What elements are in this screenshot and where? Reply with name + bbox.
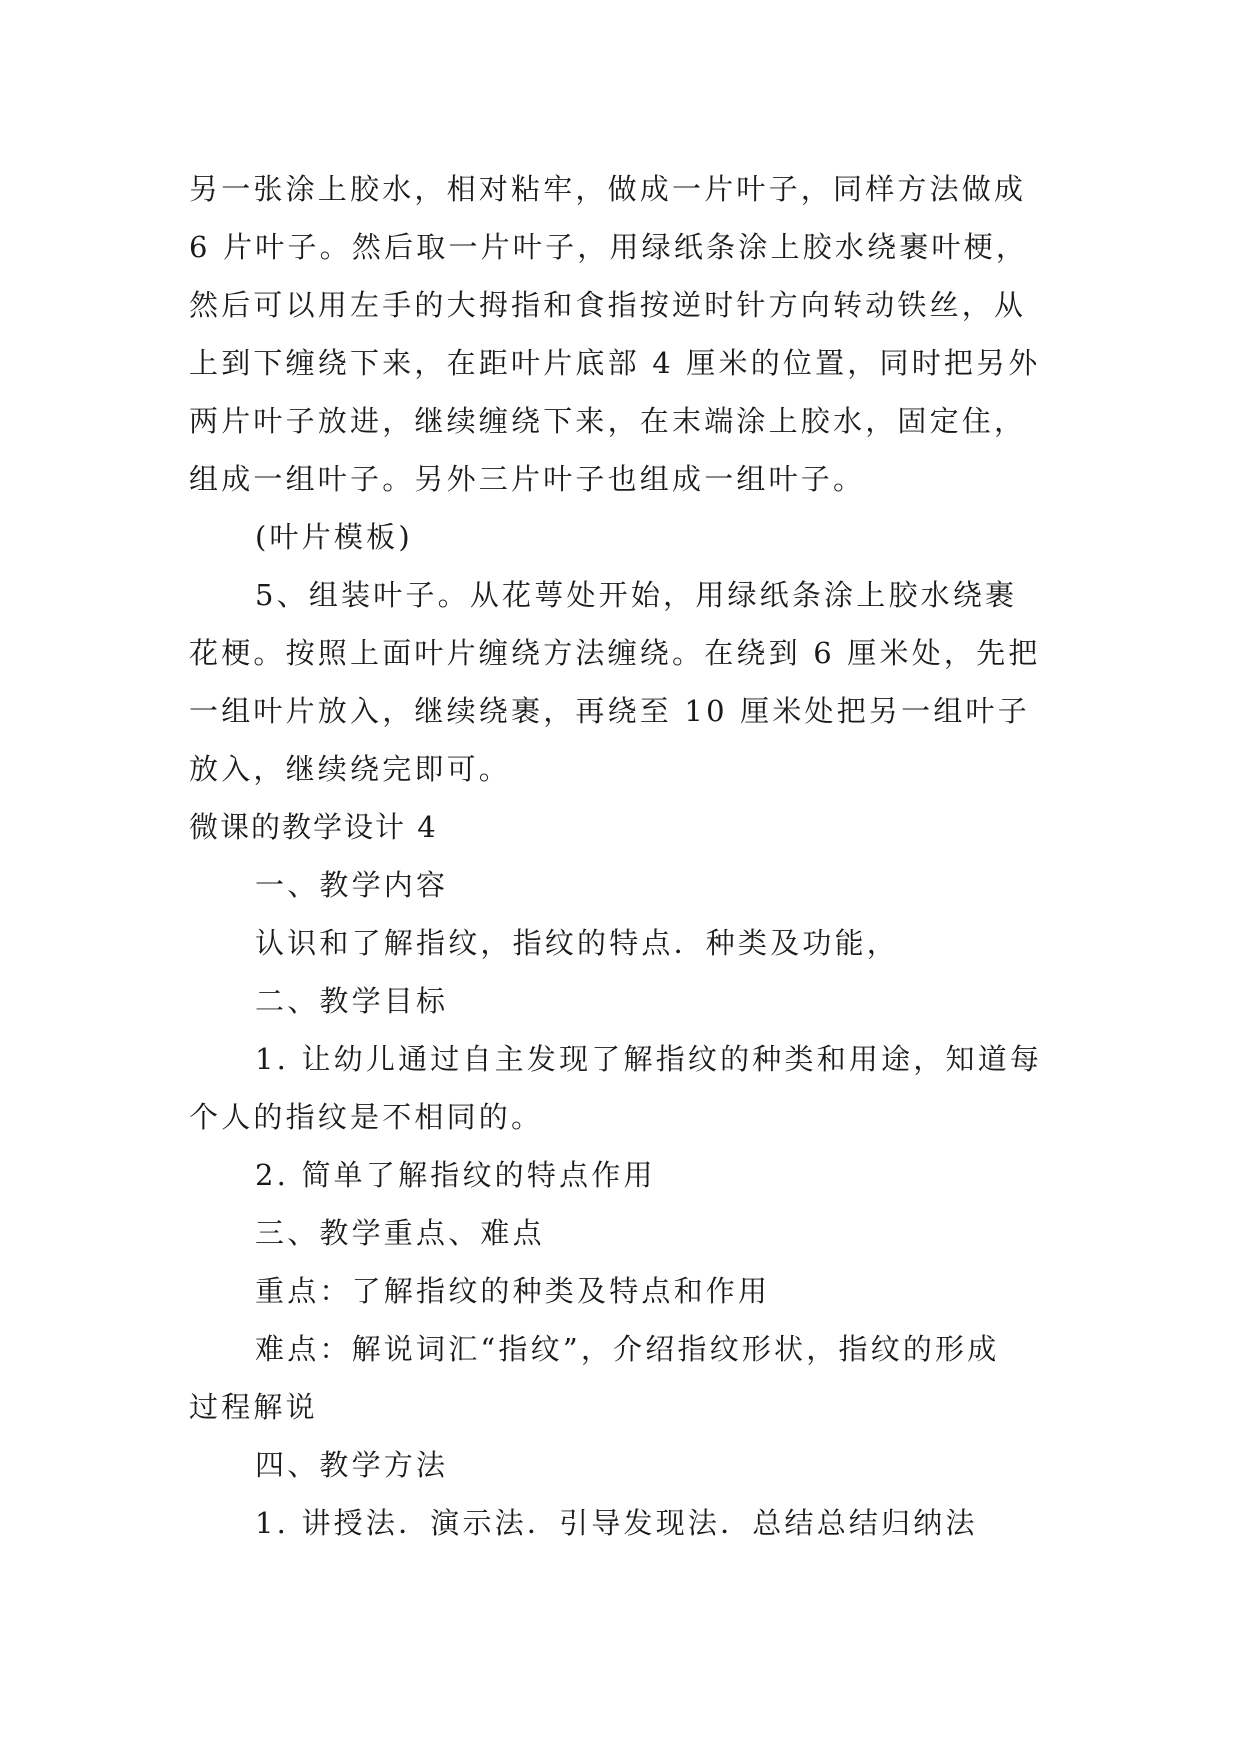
text-line: 四、教学方法: [255, 1448, 449, 1482]
text-line: 另一张涂上胶水，相对粘牢，做成一片叶子，同样方法做成: [189, 172, 1027, 206]
text-line: 难点：解说词汇“指纹”，介绍指纹形状，指纹的形成: [255, 1332, 1000, 1366]
text-line: 重点：了解指纹的种类及特点和作用: [255, 1274, 771, 1308]
section-heading: 微课的教学设计 4: [189, 810, 438, 844]
text-line: 1. 讲授法．演示法．引导发现法．总结总结归纳法: [255, 1506, 978, 1540]
text-line: 上到下缠绕下来，在距叶片底部 4 厘米的位置，同时把另外: [189, 346, 1041, 380]
text-line: 组成一组叶子。另外三片叶子也组成一组叶子。: [189, 462, 866, 496]
text-line: 6 片叶子。然后取一片叶子，用绿纸条涂上胶水绕裹叶梗，: [189, 230, 1029, 264]
text-line: 然后可以用左手的大拇指和食指按逆时针方向转动铁丝，从: [189, 288, 1027, 322]
text-line: 一组叶片放入，继续绕裹，再绕至 10 厘米处把另一组叶子: [189, 694, 1030, 728]
text-line: 花梗。按照上面叶片缠绕方法缠绕。在绕到 6 厘米处，先把: [189, 636, 1041, 670]
text-line: 2. 简单了解指纹的特点作用: [255, 1158, 656, 1192]
text-line: 两片叶子放进，继续缠绕下来，在末端涂上胶水，固定住，: [189, 404, 1027, 438]
text-line: 个人的指纹是不相同的。: [189, 1100, 544, 1134]
text-line: 三、教学重点、难点: [255, 1216, 545, 1250]
text-line: 5、组装叶子。从花萼处开始，用绿纸条涂上胶水绕裹: [255, 578, 1018, 612]
text-line: 1. 让幼儿通过自主发现了解指纹的种类和用途，知道每: [255, 1042, 1043, 1076]
text-line: 一、教学内容: [255, 868, 449, 902]
text-line: 过程解说: [189, 1390, 318, 1424]
text-line: 二、教学目标: [255, 984, 449, 1018]
text-line: 放入，继续绕完即可。: [189, 752, 512, 786]
text-line: (叶片模板): [255, 520, 413, 554]
document-body: [189, 160, 1059, 1552]
text-line: 认识和了解指纹，指纹的特点．种类及功能，: [255, 926, 900, 960]
